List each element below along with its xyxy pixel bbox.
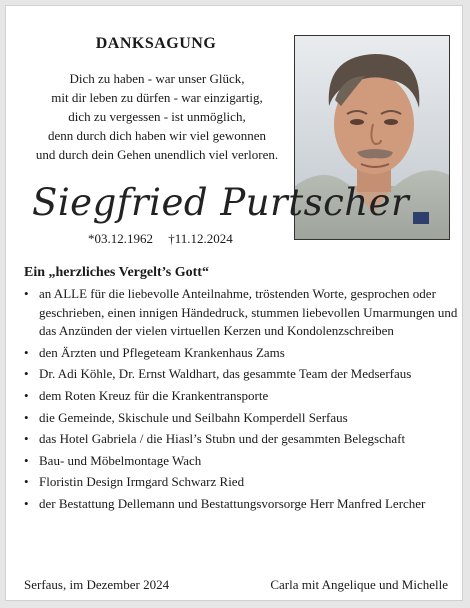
bullet-icon: • — [24, 431, 29, 447]
life-dates — [88, 231, 233, 247]
list-item: • der Bestattung Dellemann und Bestattungsvorsorge Herr Manfred Lercher — [24, 495, 464, 514]
bullet-icon: • — [24, 452, 29, 468]
page-title: DANKSAGUNG — [95, 35, 217, 52]
poem-line: denn durch dich haben wir viel gewonnen — [47, 128, 267, 143]
poem-line: dich zu vergessen - ist unmöglich, — [68, 109, 246, 124]
list-item: • dem Roten Kreuz für die Krankentransporte — [24, 387, 464, 406]
bullet-icon: • — [24, 387, 29, 403]
bullet-icon: • — [24, 366, 29, 382]
place-date: Serfaus, im Dezember 2024 — [24, 577, 170, 592]
list-item: • Dr. Adi Köhle, Dr. Ernst Waldhart, das gesammte Team der Medserfaus — [24, 365, 464, 384]
poem-line: Dich zu haben - war unser Glück, — [69, 71, 245, 86]
bullet-icon: • — [24, 286, 29, 301]
list-item: • an ALLE für die liebevolle Anteilnahme, tröstenden Worte, gesprochen oder geschrieben, einen innigen Händedruck, stummen liebevollen Umarmungen und das Anzünden der vielen virtuellen Kerzen und Kondolenzschreiben — [24, 286, 458, 339]
list-item: • Floristin Design Irmgard Schwarz Ried — [24, 473, 464, 492]
poem-line: mit dir leben zu dürfen - war einzigartig, — [51, 90, 263, 105]
list-item: • Bau- und Möbelmontage Wach — [24, 452, 464, 471]
list-item: • das Hotel Gabriela / die Hiasl’s Stubn und der gesammten Belegschaft — [24, 430, 464, 449]
list-item: • die Gemeinde, Skischule und Seilbahn Komperdell Serfaus — [24, 409, 464, 428]
bullet-icon: • — [24, 409, 29, 425]
poem — [6, 69, 308, 164]
thanks-heading: Ein „herzliches Vergelt’s Gott“ — [24, 265, 209, 280]
bullet-icon: • — [24, 344, 29, 360]
poem-line: und durch dein Gehen unendlich viel verloren. — [35, 147, 279, 162]
birth-date: *03.12.1962 — [88, 231, 153, 246]
death-date: †11.12.2024 — [168, 231, 233, 246]
obituary-card — [5, 5, 463, 601]
list-item: • den Ärzten und Pflegeteam Krankenhaus Zams — [24, 344, 464, 363]
family-signature: Carla mit Angelique und Michelle — [270, 577, 448, 592]
deceased-name: Siegfried Purtscher — [32, 181, 410, 224]
bullet-icon: • — [24, 474, 29, 490]
thanks-list — [24, 285, 464, 517]
bullet-icon: • — [24, 495, 29, 511]
